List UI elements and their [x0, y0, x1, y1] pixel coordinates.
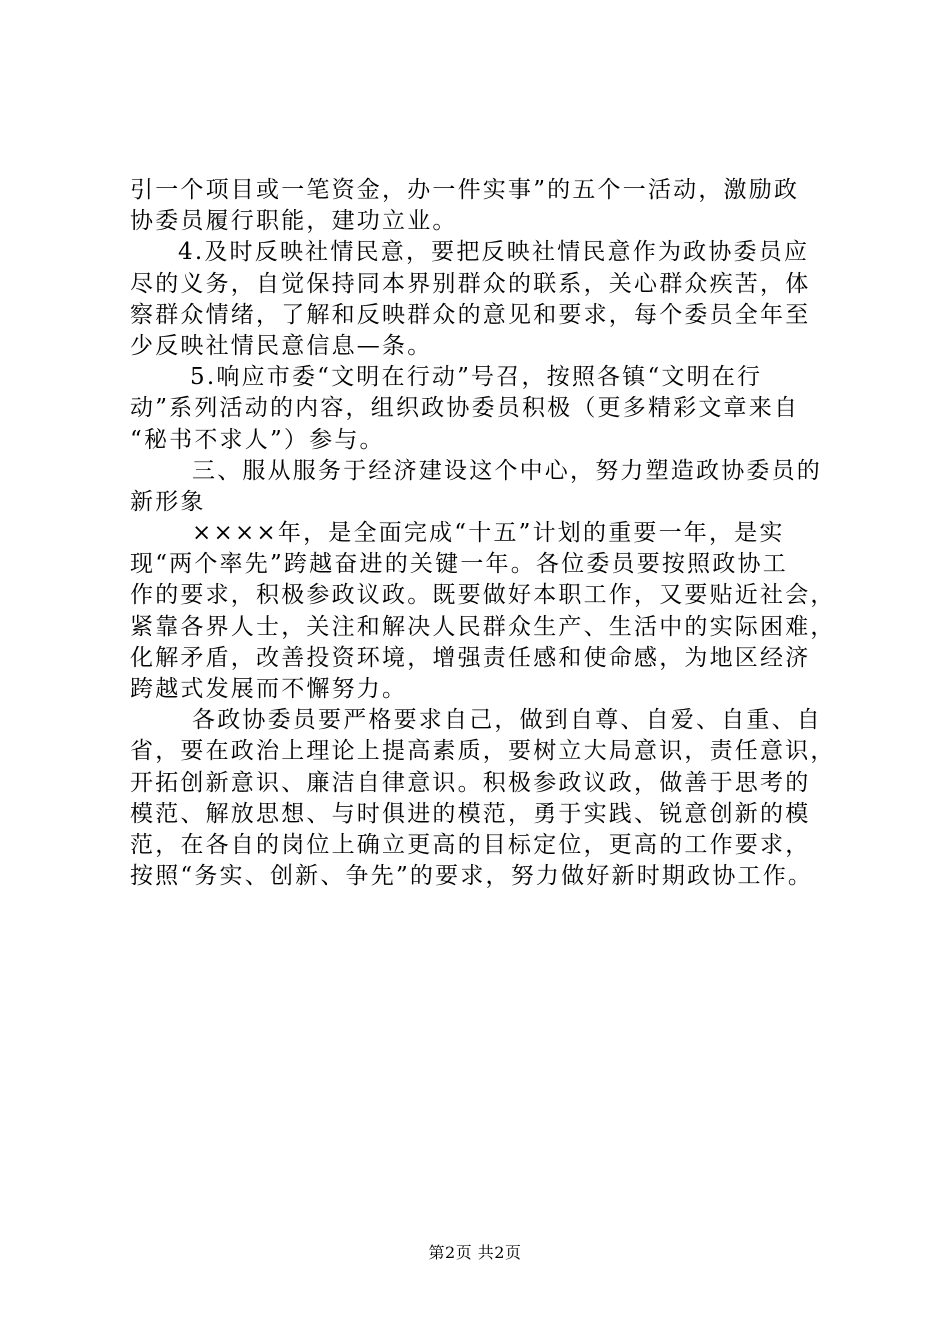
text-line: 动”系列活动的内容，组织政协委员积极（更多精彩文章来自 [130, 395, 800, 422]
text-line: “秘书不求人”）参与。 [130, 426, 385, 453]
text-line: 尽的义务，自觉保持同本界别群众的联系，关心群众疾苦，体 [130, 270, 811, 297]
text-line: 化解矛盾，改善投资环境，增强责任感和使命感，为地区经济 [130, 644, 811, 671]
document-body [130, 175, 836, 892]
text-line: 作的要求，积极参政议政。既要做好本职工作，又要贴近社会， [130, 582, 836, 609]
text-line: 按照“务实、创新、争先”的要求，努力做好新时期政协工作。 [130, 863, 814, 890]
text-line: 省，要在政治上理论上提高素质，要树立大局意识，责任意识， [130, 738, 836, 765]
text-line: ××××年，是全面完成“十五”计划的重要一年，是实 [192, 520, 785, 547]
text-line: 引一个项目或一笔资金，办一件实事”的五个一活动，激励政 [130, 177, 800, 203]
text-line: 模范、解放思想、与时俱进的模范，勇于实践、锐意创新的模 [130, 800, 811, 827]
text-line: 4.及时反映社情民意，要把反映社情民意作为政协委员应 [178, 239, 810, 266]
text-line: 5.响应市委“文明在行动”号召，按照各镇“文明在行 [190, 364, 763, 391]
text-line: 开拓创新意识、廉洁自律意识。积极参政议政，做善于思考的 [130, 769, 811, 796]
text-line: 现“两个率先”跨越奋进的关键一年。各位委员要按照政协工 [130, 551, 788, 578]
section-heading: 三、服从服务于经济建设这个中心，努力塑造政协委员的 [192, 457, 822, 484]
section-heading-continued: 新形象 [130, 488, 206, 515]
text-line: 跨越式发展而不懈努力。 [130, 676, 408, 702]
page-number-footer: 第2页 共2页 [428, 1243, 522, 1262]
text-line: 察群众情绪，了解和反映群众的意见和要求，每个委员全年至 [130, 301, 811, 328]
text-line: 范，在各自的岗位上确立更高的目标定位，更高的工作要求， [130, 831, 811, 858]
text-line: 紧靠各界人士，关注和解决人民群众生产、生活中的实际困难， [130, 613, 836, 640]
text-line: 各政协委员要严格要求自己，做到自尊、自爱、自重、自 [192, 707, 822, 734]
text-line: 协委员履行职能，建功立业。 [130, 208, 458, 235]
text-line: 少反映社情民意信息—条。 [130, 332, 433, 359]
